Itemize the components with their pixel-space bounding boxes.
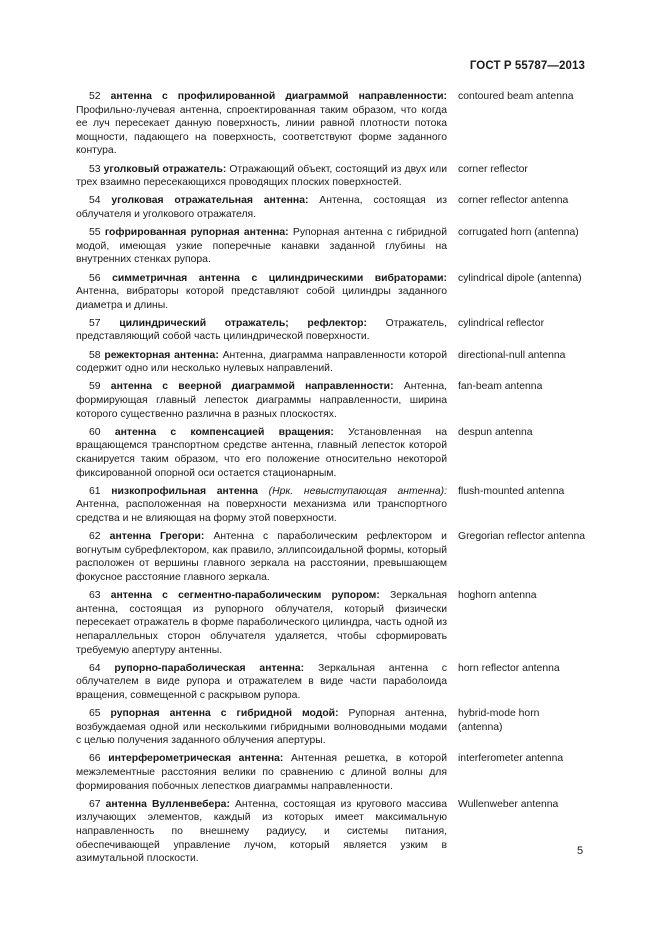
term-number: 65: [89, 708, 111, 720]
term-number: 56: [89, 272, 113, 284]
term-number: 63: [89, 590, 111, 602]
term-definition: [76, 707, 447, 748]
term-definition: [76, 426, 447, 480]
term-entry: [76, 589, 586, 657]
term-number: 55: [89, 227, 105, 239]
term-name: низкопрофильная антенна: [111, 485, 258, 497]
term-english: hybrid-mode horn (antenna): [458, 708, 540, 733]
term-text: Зеркальная антенна, состоящая из рупорного облучателя, который физически пересекает отражатель в форме параболического цилиндра, часть одной из непараллельных сторон облучателя удаляется, чтобы сформировать требуемую апертуру антенны.: [76, 590, 447, 656]
term-entry: [76, 317, 586, 344]
term-number: 67: [89, 798, 106, 810]
term-text: Отражающий объект, состоящий из двух или трех взаимно пересекающихся проводящих плоских поверхностей.: [76, 163, 447, 189]
term-english: despun antenna: [458, 426, 533, 438]
term-english: Gregorian reflector antenna: [458, 531, 586, 543]
term-number: 59: [89, 381, 111, 393]
term-name: цилиндрический отражатель; рефлектор:: [119, 317, 367, 329]
term-name: антенна с профилированной диаграммой направленности:: [110, 91, 448, 102]
term-name: симметричная антенна с цилиндрическими вибраторами:: [112, 272, 447, 284]
term-name: антенна с сегментно-параболическим рупором:: [110, 590, 380, 602]
term-definition: [76, 380, 447, 421]
term-definition: [76, 90, 447, 158]
term-text: Антенна, расположенная на поверхности механизма или транспортного средства и не влияющая на форму этой поверхности.: [76, 499, 447, 524]
term-english: horn reflector antenna: [458, 662, 560, 674]
term-number: 66: [89, 753, 109, 765]
term-name: антенна с веерной диаграммой направленности:: [110, 381, 394, 393]
term-number: 60: [89, 426, 115, 438]
term-entry: [76, 272, 586, 313]
term-number: 52: [89, 91, 111, 102]
term-number: 64: [89, 662, 115, 674]
term-name: уголковая отражательная антенна:: [111, 195, 309, 207]
terms-list: [76, 90, 586, 870]
term-english: corner reflector antenna: [458, 195, 569, 207]
term-number: 54: [89, 195, 112, 207]
term-text: Антенна, вибраторы которой представляют собой цилиндры заданного диаметра и длины.: [76, 286, 447, 311]
term-entry: [76, 707, 586, 748]
term-name: уголковый отражатель:: [103, 163, 227, 175]
term-name: антенна Грегори:: [109, 531, 205, 543]
term-entry: [76, 798, 586, 866]
term-text: Антенна, состоящая из кругового массива излучающих элементов, каждый из которых имеет максимальную направленность по внешнему радиусу, и системы питания, обеспечивающей управление лучом, который является узким в азимутальной плоскости.: [76, 798, 447, 865]
term-entry: [76, 163, 586, 190]
term-name: интерферометрическая антенна:: [108, 753, 284, 765]
term-definition: [76, 272, 447, 313]
term-name: рупорная антенна с гибридной модой:: [110, 708, 339, 720]
term-definition: [76, 194, 447, 221]
term-text: Антенна, диаграмма направленности которой содержит одно или несколько нулевых направлений.: [76, 349, 448, 375]
term-name: режекторная антенна:: [104, 349, 219, 361]
term-entry: [76, 194, 586, 221]
term-english: directional-null antenna: [458, 349, 566, 361]
term-english: cylindrical dipole (antenna): [458, 272, 582, 284]
term-english: corner reflector: [458, 163, 528, 175]
term-text: Антенная решетка, в которой межэлементные расстояния велики по сравнению с длиной волны для формирования побочных лепестков диаграммы направленности.: [76, 753, 448, 792]
term-entry: [76, 662, 586, 703]
term-definition: [76, 226, 447, 267]
term-entry: [76, 349, 586, 376]
document-header: ГОСТ Р 55787—2013: [469, 60, 585, 72]
term-text: Зеркальная антенна с облучателем в виде рупора и отражателем в виде части параболоида вращения, совмещенной с раскрывом рупора.: [76, 662, 447, 701]
term-entry: [76, 226, 586, 267]
term-alt: (Нрк. невыступающая антенна):: [257, 485, 448, 497]
term-text: Установленная на вращающемся транспортном средстве антенна, главный лепесток которой сканируется таким образом, что его положение относительно некоторой фиксированной опорной оси остается стационарным.: [76, 426, 447, 479]
term-text: Отражатель, представляющий собой часть цилиндрической поверхности.: [76, 317, 447, 343]
term-text: Антенна, состоящая из облучателя и уголкового отражателя.: [76, 195, 447, 220]
term-name: гофрированная рупорная антенна:: [104, 227, 289, 239]
term-english: interferometer antenna: [458, 753, 564, 765]
term-english: corrugated horn (antenna): [458, 227, 579, 239]
term-definition: [76, 798, 447, 866]
term-entry: [76, 530, 586, 584]
term-english: flush-mounted antenna: [458, 485, 565, 497]
term-name: антенна Вулленвебера:: [105, 798, 230, 810]
page-number: 5: [577, 845, 584, 857]
term-english: fan-beam antenna: [458, 381, 543, 393]
term-text: Антенна с параболическим рефлектором и вогнутым субрефлектором, как правило, эллипсоидальной формы, который расположен от вершины главного зеркала на расстоянии, превышающем фокусное расстояние главного зеркала.: [76, 531, 447, 583]
term-entry: [76, 426, 586, 480]
term-entry: [76, 485, 586, 526]
term-entry: [76, 90, 586, 158]
term-definition: [76, 530, 447, 584]
term-definition: [76, 662, 447, 703]
term-name: антенна с компенсацией вращения:: [114, 426, 334, 438]
term-definition: [76, 163, 447, 190]
term-english: cylindrical reflector: [458, 317, 545, 329]
term-definition: [76, 317, 447, 344]
term-number: 53: [89, 163, 104, 175]
term-english: contoured beam antenna: [458, 91, 574, 102]
term-definition: [76, 349, 447, 376]
term-text: Рупорная антенна, возбуждаемая одной или несколькими гибридными волноводными модами с целью получения заданного облучения апертуры.: [76, 708, 447, 747]
term-number: 62: [89, 531, 110, 543]
term-english: hoghorn antenna: [458, 590, 537, 602]
term-definition: [76, 752, 447, 793]
term-entry: [76, 752, 586, 793]
term-definition: [76, 589, 447, 657]
term-english: Wullenweber antenna: [458, 798, 559, 810]
term-text: Антенна, формирующая главный лепесток диаграммы направленности, ширина которого существенно различна в разных плоскостях.: [76, 381, 447, 420]
term-entry: [76, 380, 586, 421]
term-number: 58: [89, 349, 105, 361]
term-number: 61: [89, 485, 112, 497]
term-number: 57: [89, 317, 120, 329]
term-text: Рупорная антенна с гибридной модой, имеющая узкие поперечные канавки заданной глубины на внутренних стенках рупора.: [76, 227, 448, 266]
term-definition: [76, 485, 447, 526]
term-text: Профильно-лучевая антенна, спроектированная таким образом, что когда ее луч пересекает данную поверхность, линии равной плотности потока мощности, падающего на поверхность, соответствуют форме заданного контура.: [76, 104, 447, 157]
term-name: рупорно-параболическая антенна:: [114, 662, 305, 674]
